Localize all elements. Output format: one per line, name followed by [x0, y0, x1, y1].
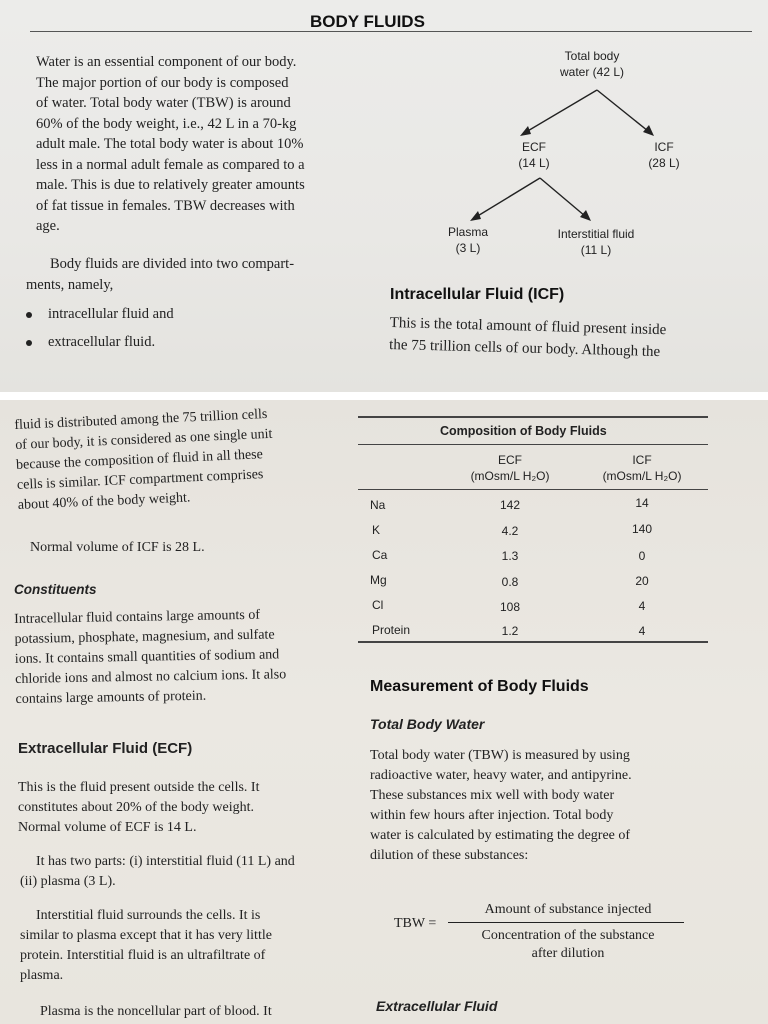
arrowhead — [580, 210, 591, 221]
table-header-icf — [590, 452, 694, 484]
icf-cont-line: cells is similar. ICF compartment comprises — [16, 467, 264, 493]
tree-node-line: Total body — [564, 49, 620, 63]
table-title-rule — [358, 444, 708, 445]
icf-cont-line: of our body, it is considered as one single unit — [14, 426, 273, 453]
tree-node-line: (14 L) — [518, 156, 550, 170]
table-cell-ecf: 1.3 — [501, 549, 519, 563]
arrowhead — [470, 211, 481, 221]
intro-line: male. This is due to relatively greater amounts — [36, 177, 305, 193]
ecf-line: This is the fluid present outside the cells. It — [18, 780, 260, 795]
ecf-subheading: Extracellular Fluid — [376, 998, 498, 1014]
tree-node-line: Plasma — [447, 225, 488, 239]
formula-lhs: TBW = — [394, 916, 437, 931]
table-cell-ion: Protein — [372, 623, 411, 637]
tree-node-icf — [636, 139, 692, 171]
tree-node-line: (28 L) — [648, 156, 680, 170]
tbw-line: Total body water (TBW) is measured by using — [370, 748, 630, 763]
table-cell-icf: 140 — [631, 522, 653, 536]
interstitial-paragraph — [20, 906, 354, 986]
tree-node-total-body-water — [548, 48, 636, 80]
parts-line: It has two parts: (i) interstitial fluid (11 L) and — [36, 854, 295, 869]
page-top — [0, 0, 768, 392]
tbw-line: dilution of these substances: — [370, 848, 529, 863]
interstitial-line: plasma. — [20, 968, 64, 983]
arrowhead — [520, 126, 531, 136]
intro-line: of fat tissue in females. TBW decreases with — [36, 197, 295, 214]
constituents-line: chloride ions and almost no calcium ions. It also — [15, 667, 287, 687]
table-cell-ion: Mg — [370, 573, 387, 587]
ecf-parts-paragraph — [20, 852, 360, 892]
division-line: Body fluids are divided into two compart- — [50, 256, 295, 272]
icf-cont-line: because the composition of fluid in all these — [15, 447, 264, 473]
icf-continued-paragraph — [14, 401, 358, 516]
intro-line: of water. Total body water (TBW) is around — [36, 95, 291, 111]
table-cell-icf: 0 — [638, 549, 646, 563]
formula-denominator: Concentration of the substance — [481, 928, 655, 943]
ecf-heading: Extracellular Fluid (ECF) — [18, 740, 193, 757]
table-cell-ecf: 0.8 — [501, 575, 519, 589]
table-cell-ion: Ca — [372, 548, 388, 562]
tree-node-line: Interstitial fluid — [557, 227, 635, 241]
arrowhead — [643, 125, 654, 136]
bullet-text: extracellular fluid. — [48, 334, 156, 350]
header-line: (mOsm/L H₂O) — [602, 469, 682, 483]
bullet-text: intracellular fluid and — [48, 306, 174, 322]
intro-line: 60% of the body weight, i.e., 42 L in a 70-kg — [36, 115, 297, 132]
table-cell-icf: 4 — [638, 624, 646, 638]
intro-line: less in a normal adult female as compared to a — [36, 156, 305, 173]
tree-edge-ecf-interstitial — [540, 178, 585, 216]
icf-line: the 75 trillion cells of our body. Although the — [388, 336, 661, 361]
tree-node-line: water (42 L) — [559, 65, 625, 79]
tree-edge-root-ecf — [526, 90, 597, 132]
measurement-heading: Measurement of Body Fluids — [370, 678, 589, 695]
icf-cont-line: about 40% of the body weight. — [17, 490, 191, 513]
tree-node-interstitial — [544, 226, 648, 258]
formula-numerator: Amount of substance injected — [484, 902, 652, 917]
table-cell-icf: 14 — [635, 496, 649, 510]
icf-cont-line: fluid is distributed among the 75 trillion cells — [14, 406, 268, 433]
interstitial-line: Interstitial fluid surrounds the cells. It is — [36, 908, 261, 923]
plasma-text: Plasma is the noncellular part of blood. It — [40, 1004, 272, 1019]
table-title: Composition of Body Fluids — [440, 424, 607, 438]
ecf-line: Normal volume of ECF is 14 L. — [18, 820, 197, 835]
tbw-line: within few hours after injection. Total body — [370, 808, 614, 823]
tree-node-line: (11 L) — [580, 243, 612, 257]
constituents-line: potassium, phosphate, magnesium, and sulfate — [14, 627, 275, 647]
tbw-paragraph — [370, 746, 712, 866]
fraction-bar — [448, 922, 684, 923]
table-cell-icf: 20 — [635, 574, 649, 588]
tbw-line: radioactive water, heavy water, and antipyrine. — [370, 768, 632, 783]
table-top-rule — [358, 416, 708, 418]
intro-line: The major portion of our body is composed — [36, 74, 289, 91]
tree-node-line: ECF — [522, 140, 546, 154]
parts-line: (ii) plasma (3 L). — [20, 874, 116, 889]
table-cell-ion: Na — [370, 498, 386, 512]
constituents-line: contains large amounts of protein. — [15, 688, 207, 707]
intro-line: age. — [36, 218, 60, 234]
icf-volume-text: Normal volume of ICF is 28 L. — [30, 540, 205, 555]
table-header-rule — [358, 489, 708, 490]
header-line: (mOsm/L H₂O) — [470, 469, 550, 483]
icf-heading: Intracellular Fluid (ICF) — [390, 286, 565, 303]
intro-line: Water is an essential component of our body. — [36, 54, 297, 70]
tbw-heading: Total Body Water — [370, 716, 485, 732]
ecf-paragraph — [18, 778, 354, 838]
icf-line: This is the total amount of fluid present inside — [389, 314, 667, 339]
ecf-line: constitutes about 20% of the body weight. — [18, 800, 255, 815]
tbw-line: water is calculated by estimating the degree of — [370, 828, 631, 843]
constituents-line: Intracellular fluid contains large amounts of — [14, 607, 261, 627]
tbw-line: These substances mix well with body water — [370, 788, 615, 803]
constituents-line: ions. It contains small quantities of sodium and — [14, 647, 280, 667]
interstitial-line: protein. Interstitial fluid is an ultrafiltrate of — [20, 948, 266, 963]
constituents-heading: Constituents — [14, 582, 97, 597]
table-cell-ecf: 4.2 — [501, 524, 519, 538]
interstitial-line: similar to plasma except that it has very little — [20, 928, 272, 943]
page-title: BODY FLUIDS — [310, 12, 425, 31]
tree-node-plasma — [438, 224, 498, 256]
header-line: ICF — [632, 453, 652, 467]
tree-node-line: ICF — [654, 140, 674, 154]
table-header-ecf — [460, 452, 560, 484]
table-cell-icf: 4 — [638, 599, 646, 613]
page-bottom — [0, 400, 768, 1024]
table-cell-ecf: 108 — [499, 600, 521, 614]
table-cell-ion: Cl — [372, 598, 384, 612]
header-line: ECF — [498, 453, 522, 467]
tree-node-ecf — [506, 139, 562, 171]
table-cell-ecf: 142 — [499, 498, 521, 512]
table-cell-ion: K — [372, 523, 381, 537]
division-line: ments, namely, — [26, 276, 114, 293]
constituents-paragraph — [14, 604, 356, 710]
tree-edge-root-icf — [597, 90, 648, 131]
tree-edge-ecf-plasma — [476, 178, 540, 217]
table-bottom-rule — [358, 641, 708, 643]
intro-line: adult male. The total body water is about 10% — [36, 136, 304, 152]
table-cell-ecf: 1.2 — [501, 624, 519, 638]
formula-denominator: after dilution — [531, 946, 605, 961]
tree-node-line: (3 L) — [455, 241, 481, 255]
